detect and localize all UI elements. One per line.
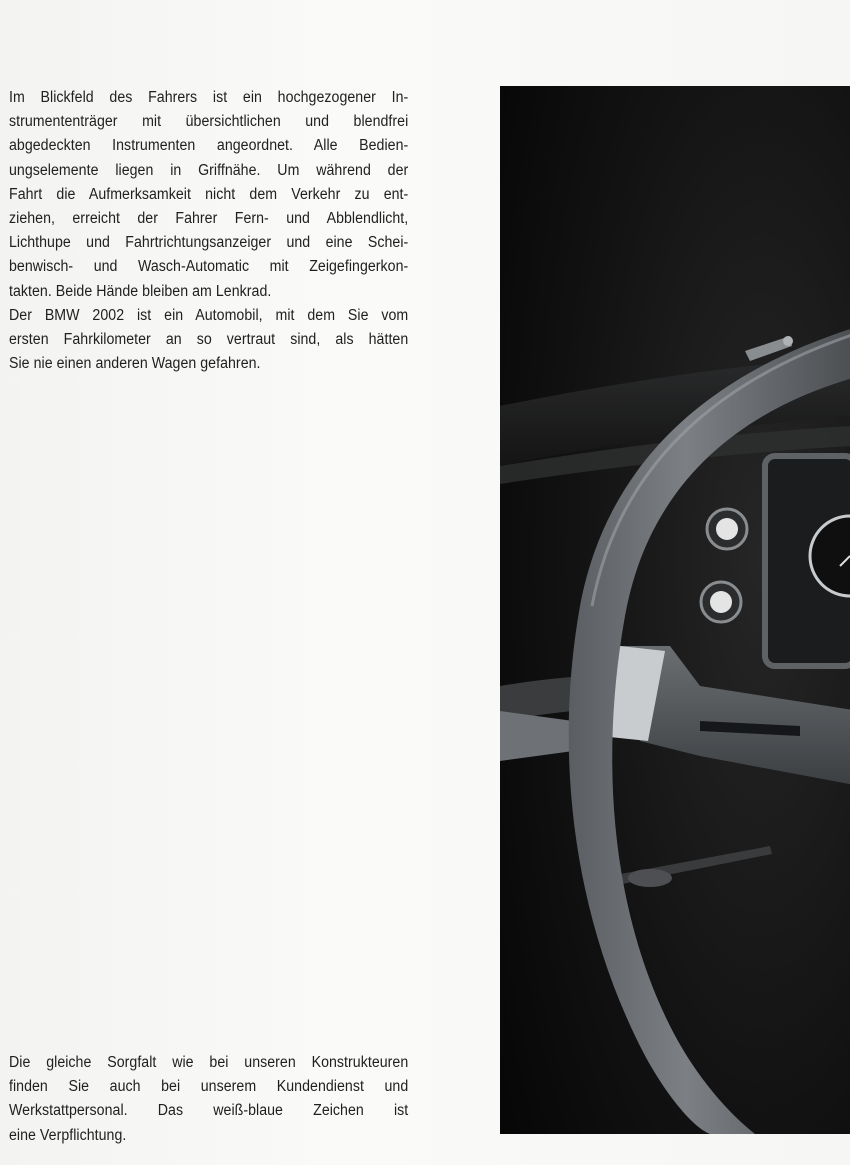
text-line: abgedeckten Instrumenten angeordnet. Alle Bedien- — [9, 137, 409, 155]
text-line: takten. Beide Hände bleiben am Lenkrad. — [9, 282, 272, 300]
text-line: Sie nie einen anderen Wagen gefahren. — [9, 355, 261, 373]
text-line: ziehen, erreicht der Fahrer Fern- und Abblendlicht, — [9, 210, 409, 228]
text-line: strumententräger mit übersichtlichen und blendfrei — [9, 113, 409, 131]
text-line: Lichthupe und Fahrtrichtungsanzeiger und eine Schei- — [9, 234, 409, 252]
steering-wheel-illustration — [500, 86, 850, 1134]
steering-wheel-photo — [500, 86, 850, 1134]
text-line: benwisch- und Wasch-Automatic mit Zeigefingerkon- — [9, 258, 409, 276]
text-line: Der BMW 2002 ist ein Automobil, mit dem Sie vom — [9, 306, 409, 324]
text-line: Im Blickfeld des Fahrers ist ein hochgezogener In- — [9, 89, 409, 106]
intro-paragraph — [9, 86, 409, 376]
text-line: Fahrt die Aufmerksamkeit nicht dem Verkehr zu ent- — [9, 185, 409, 203]
closing-paragraph — [9, 1051, 409, 1148]
text-line: finden Sie auch bei unserem Kundendienst und — [9, 1078, 409, 1096]
text-line: ersten Fahrkilometer an so vertraut sind, als hätten — [9, 331, 409, 349]
text-line: Werkstattpersonal. Das weiß-blaue Zeichen ist — [9, 1102, 409, 1120]
text-line: eine Verpflichtung. — [9, 1126, 127, 1144]
text-line: Die gleiche Sorgfalt wie bei unseren Konstrukteuren — [9, 1054, 409, 1071]
text-line: ungselemente liegen in Griffnähe. Um während der — [9, 161, 409, 179]
